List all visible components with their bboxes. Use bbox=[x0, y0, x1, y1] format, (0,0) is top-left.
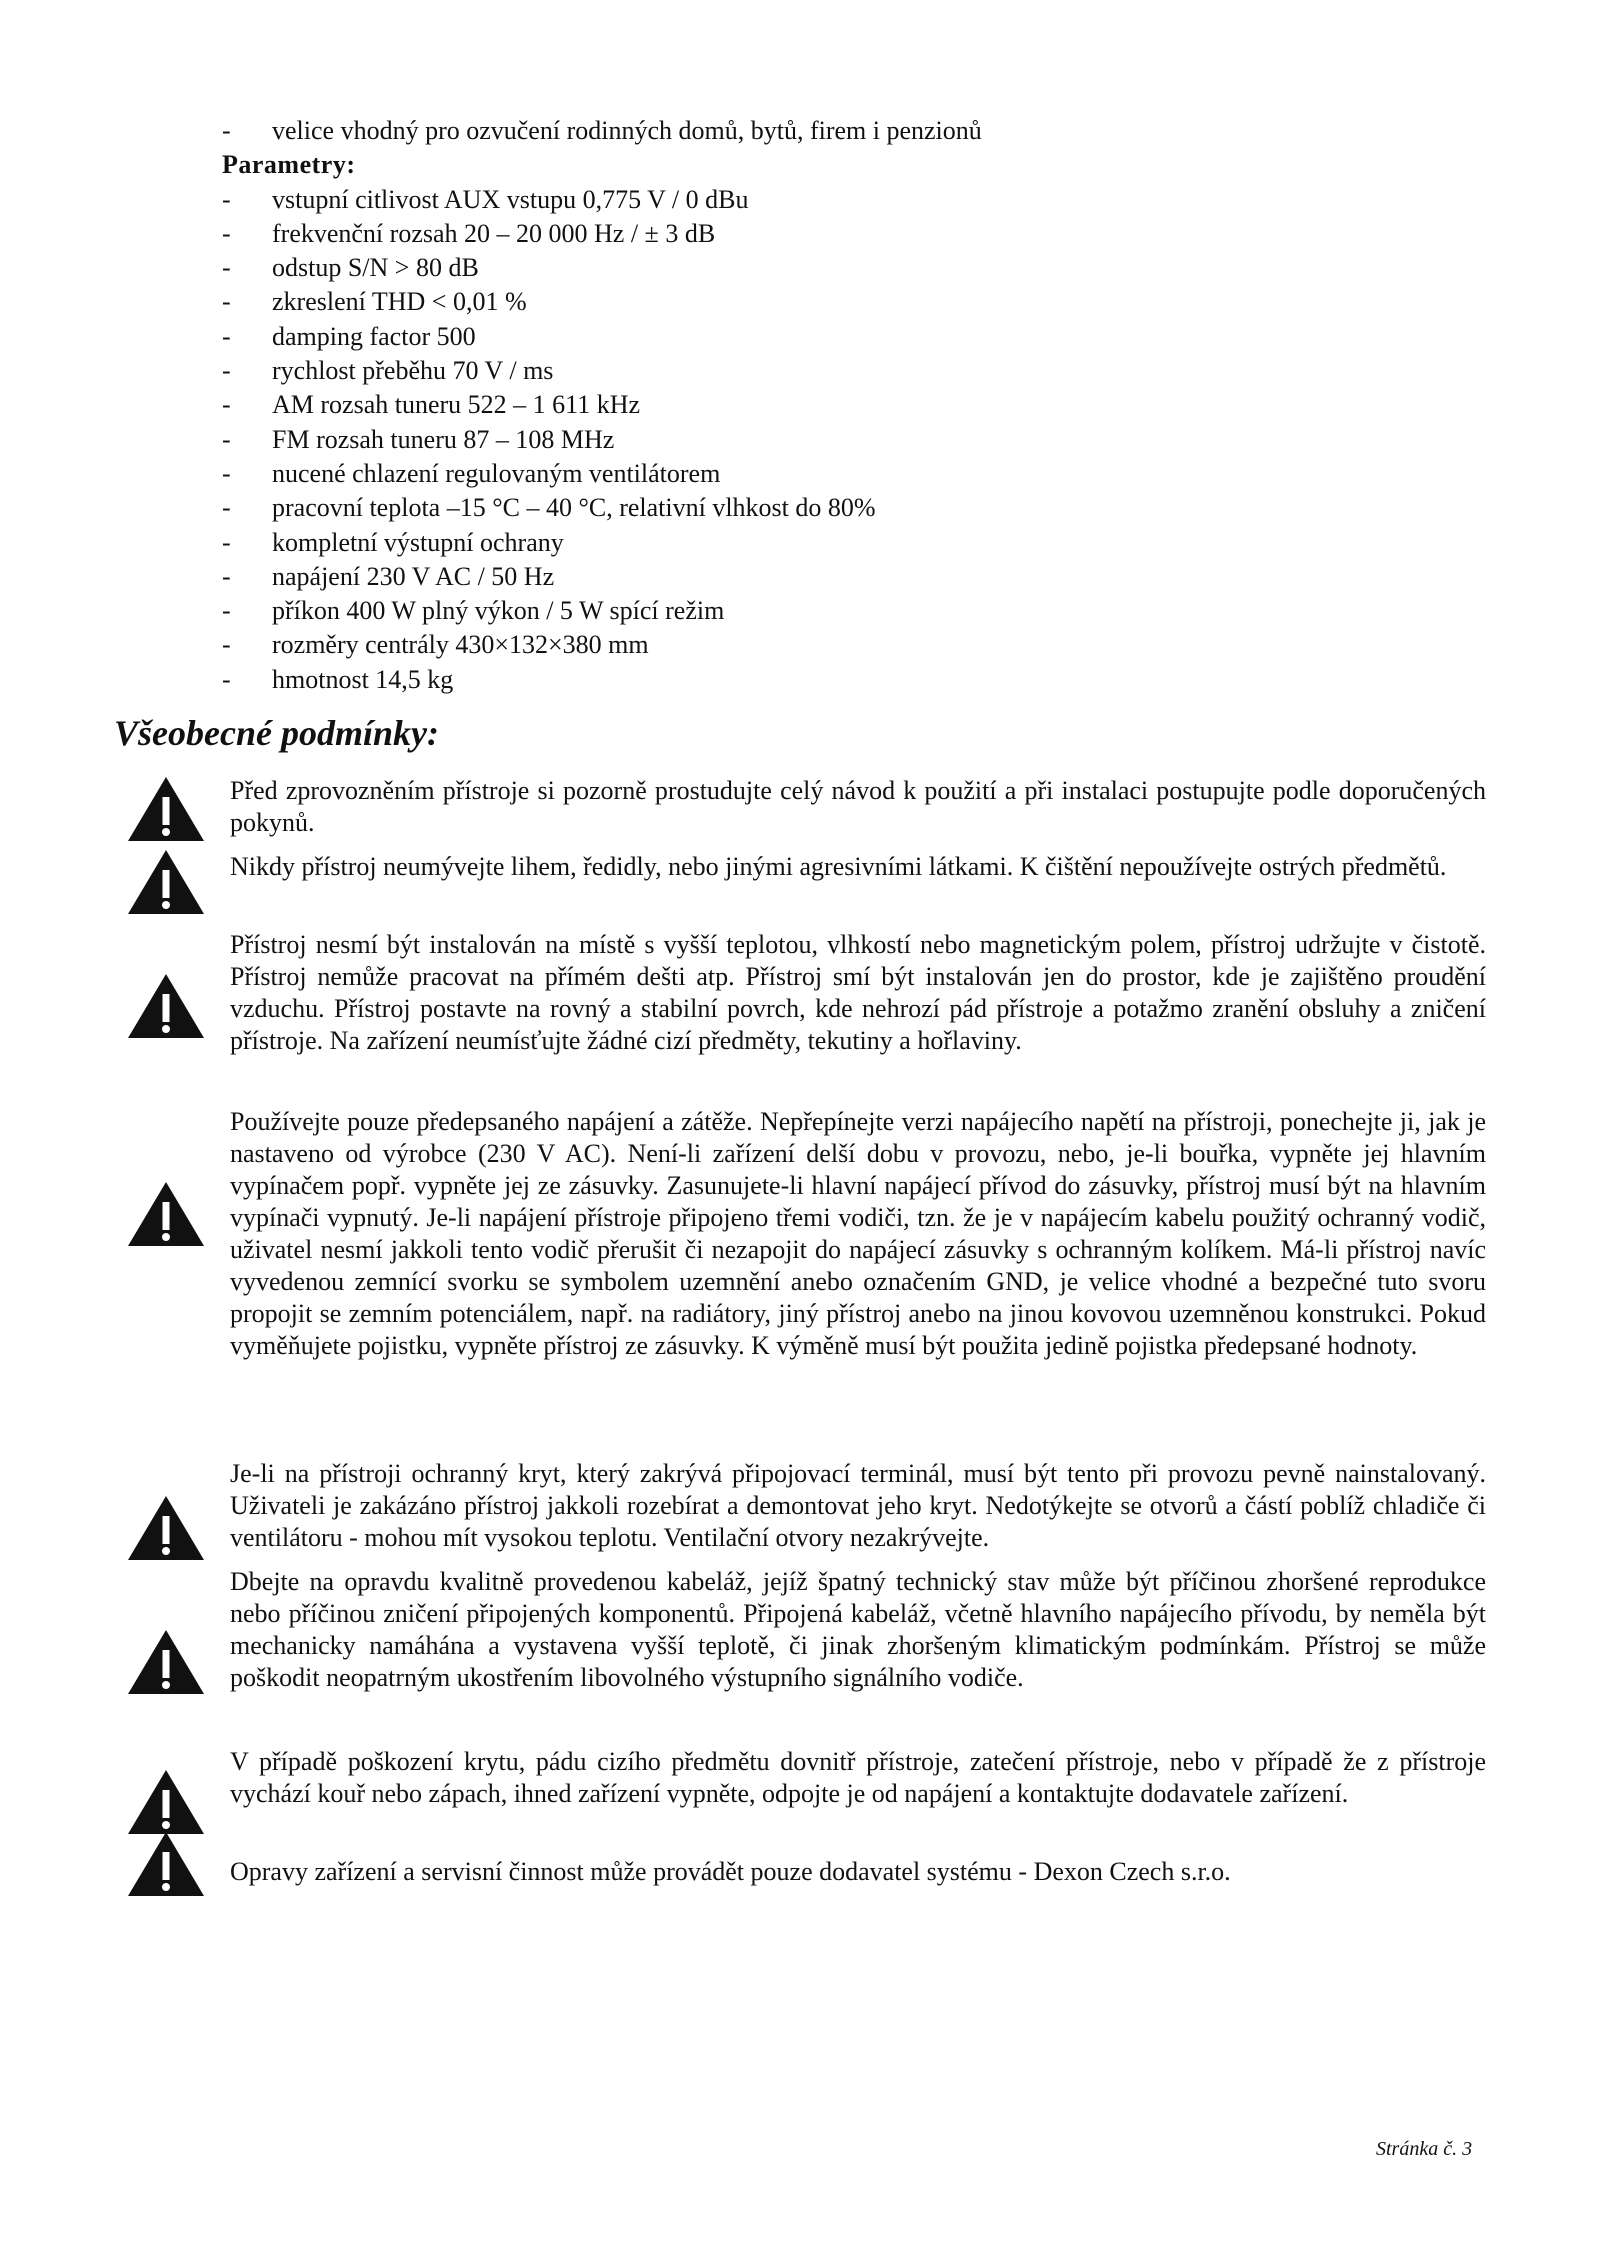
list-item bbox=[222, 320, 1482, 354]
list-item-text: vstupní citlivost AUX vstupu 0,775 V / 0 dBu bbox=[272, 184, 749, 214]
list-item-text: zkreslení THD < 0,01 % bbox=[272, 287, 527, 317]
list-item bbox=[222, 628, 1482, 662]
list-item-text: hmotnost 14,5 kg bbox=[272, 664, 454, 694]
list-item bbox=[222, 457, 1482, 491]
parameters-heading: Parametry: bbox=[222, 150, 356, 180]
list-item-text: rychlost přeběhu 70 V / ms bbox=[272, 356, 554, 386]
list-item-text: pracovní teplota –15 °C – 40 °C, relativní vlhkost do 80% bbox=[272, 493, 876, 523]
list-dash: - bbox=[222, 458, 231, 488]
warning-text: Nikdy přístroj neumývejte lihem, ředidly, nebo jinými agresivními látkami. K čištění nepoužívejte ostrých předmětů. bbox=[230, 852, 1447, 881]
list-item bbox=[222, 251, 1482, 285]
list-dash: - bbox=[222, 664, 231, 694]
warning-text: Používejte pouze předepsaného napájení a zátěže. Nepřepínejte verzi napájecího napětí na přístroji, ponechejte ji, jak je nastaveno od výrobce (230 V AC). Není-li zařízení delší dobu v provozu, nebo, je-li bouřka, vypněte jej hlavním vypínačem popř. vypněte jej ze zásuvky. Zasunujete-li hlavní napájecí přívod do zásuvky, přístroj musí být na hlavním vypínači vypnutý. Je-li napájení přístroje připojeno třemi vodiči, tzn. že je v napájecím kabelu použitý ochranný vodič, uživatel nesmí jakkoli tento vodič přerušit či nezapojit do napájecí zásuvky s ochranným kolíkem. Má-li přístroj navíc vyvedenou zemnící svorku se symbolem uzemnění anebo označením GND, je velice vhodné a bezpečné tuto svoru propojit se zemním potenciálem, např. na radiátory, jiný přístroj anebo na jinou kovovou uzemněnou konstrukci. Pokud vyměňujete pojistku, vypněte přístroj ze zásuvky. K výměně musí být použita jedině pojistka předepsané hodnoty. bbox=[230, 1107, 1486, 1360]
list-item-text: FM rozsah tuneru 87 – 108 MHz bbox=[272, 424, 615, 454]
list-item bbox=[222, 285, 1482, 319]
parameters-heading-row bbox=[222, 148, 1482, 182]
warning-paragraph bbox=[230, 775, 1486, 839]
list-dash: - bbox=[222, 424, 231, 454]
list-dash: - bbox=[222, 184, 231, 214]
page-number: Stránka č. 3 bbox=[1376, 2138, 1473, 2160]
list-item-text: příkon 400 W plný výkon / 5 W spící režim bbox=[272, 596, 725, 626]
list-item-text: nucené chlazení regulovaným ventilátorem bbox=[272, 458, 721, 488]
warning-paragraph bbox=[230, 1746, 1486, 1810]
list-dash: - bbox=[222, 356, 231, 386]
warning-paragraph bbox=[230, 851, 1486, 883]
warning-text: V případě poškození krytu, pádu cizího předmětu dovnitř přístroje, zatečení přístroje, nebo v případě že z přístroje vychází kouř nebo zápach, ihned zařízení vypněte, odpojte je od napájení a kontaktujte dodavatele zařízení. bbox=[230, 1747, 1486, 1808]
warning-text: Dbejte na opravdu kvalitně provedenou kabeláž, jejíž špatný technický stav může být příčinou zhoršené reprodukce nebo příčinou zničení připojených komponentů. Připojená kabeláž, včetně hlavního napájecího přívodu, by neměla být mechanicky namáhána a vystavena vyšší teplotě, či jinak zhoršeným klimatickým podmínkám. Přístroj se může poškodit neopatrným ukostřením libovolného výstupního signálního vodiče. bbox=[230, 1567, 1486, 1692]
list-dash: - bbox=[222, 321, 231, 351]
warning-triangle-icon bbox=[126, 1768, 206, 1836]
warning-text: Opravy zařízení a servisní činnost může provádět pouze dodavatel systému - Dexon Czech s.r.o. bbox=[230, 1857, 1231, 1886]
warning-text: Před zprovozněním přístroje si pozorně prostudujte celý návod k použití a při instalaci postupujte podle doporučených pokynů. bbox=[230, 776, 1486, 837]
list-dash: - bbox=[222, 218, 231, 248]
list-item-text: rozměry centrály 430×132×380 mm bbox=[272, 630, 649, 660]
list-item bbox=[222, 526, 1482, 560]
warning-triangle-icon bbox=[126, 848, 206, 916]
warning-triangle-icon bbox=[126, 972, 206, 1040]
warning-triangle-icon bbox=[126, 1180, 206, 1248]
warning-triangle-icon bbox=[126, 1628, 206, 1696]
list-item-text: odstup S/N > 80 dB bbox=[272, 253, 479, 283]
list-item-text: napájení 230 V AC / 50 Hz bbox=[272, 561, 555, 591]
warning-text: Je-li na přístroji ochranný kryt, který zakrývá připojovací terminál, musí být tento při provozu pevně nainstalovaný. Uživateli je zakázáno přístroj jakkoli rozebírat a demontovat jeho kryt. Nedotýkejte se otvorů a částí poblíž chladiče či ventilátoru - mohou mít vysokou teplotu. Ventilační otvory nezakrývejte. bbox=[230, 1459, 1486, 1552]
list-item-text: AM rozsah tuneru 522 – 1 611 kHz bbox=[272, 390, 641, 420]
list-item bbox=[222, 560, 1482, 594]
list-dash: - bbox=[222, 390, 231, 420]
list-item bbox=[222, 663, 1482, 697]
list-dash: - bbox=[222, 527, 231, 557]
list-item bbox=[222, 217, 1482, 251]
list-item-text: kompletní výstupní ochrany bbox=[272, 527, 564, 557]
list-dash: - bbox=[222, 630, 231, 660]
list-item bbox=[222, 491, 1482, 525]
warning-text: Přístroj nesmí být instalován na místě s vyšší teplotou, vlhkostí nebo magnetickým polem, přístroj udržujte v čistotě. Přístroj nemůže pracovat na přímém dešti atp. Přístroj smí být instalován jen do prostor, kde je zajištěno proudění vzduchu. Přístroj postavte na rovný a stabilní povrch, kde nehrozí pád přístroje a potažmo zranění obsluhy a zničení přístroje. Na zařízení neumísťujte žádné cizí předměty, tekutiny a hořlaviny. bbox=[230, 930, 1486, 1055]
section-title: Všeobecné podmínky: bbox=[114, 713, 439, 753]
parameters-list bbox=[222, 114, 1482, 697]
list-item bbox=[222, 183, 1482, 217]
list-dash: - bbox=[222, 561, 231, 591]
list-dash: - bbox=[222, 253, 231, 283]
list-item bbox=[222, 354, 1482, 388]
list-item-text: damping factor 500 bbox=[272, 321, 476, 351]
warning-triangle-icon bbox=[126, 1830, 206, 1898]
list-item bbox=[222, 114, 1482, 148]
list-item bbox=[222, 388, 1482, 422]
list-dash: - bbox=[222, 596, 231, 626]
list-item-text: frekvenční rozsah 20 – 20 000 Hz / ± 3 dB bbox=[272, 218, 716, 248]
list-dash: - bbox=[222, 493, 231, 523]
list-item bbox=[222, 423, 1482, 457]
warning-triangle-icon bbox=[126, 775, 206, 843]
list-item bbox=[222, 594, 1482, 628]
list-dash: - bbox=[222, 116, 231, 145]
list-dash: - bbox=[222, 287, 231, 317]
warning-triangle-icon bbox=[126, 1494, 206, 1562]
list-item-text: velice vhodný pro ozvučení rodinných domů, bytů, firem i penzionů bbox=[272, 116, 982, 145]
warning-paragraph bbox=[230, 1458, 1486, 1554]
warning-paragraph bbox=[230, 1106, 1486, 1362]
warning-paragraph bbox=[230, 1566, 1486, 1694]
warning-paragraph bbox=[230, 929, 1486, 1057]
warning-paragraph bbox=[230, 1856, 1486, 1888]
